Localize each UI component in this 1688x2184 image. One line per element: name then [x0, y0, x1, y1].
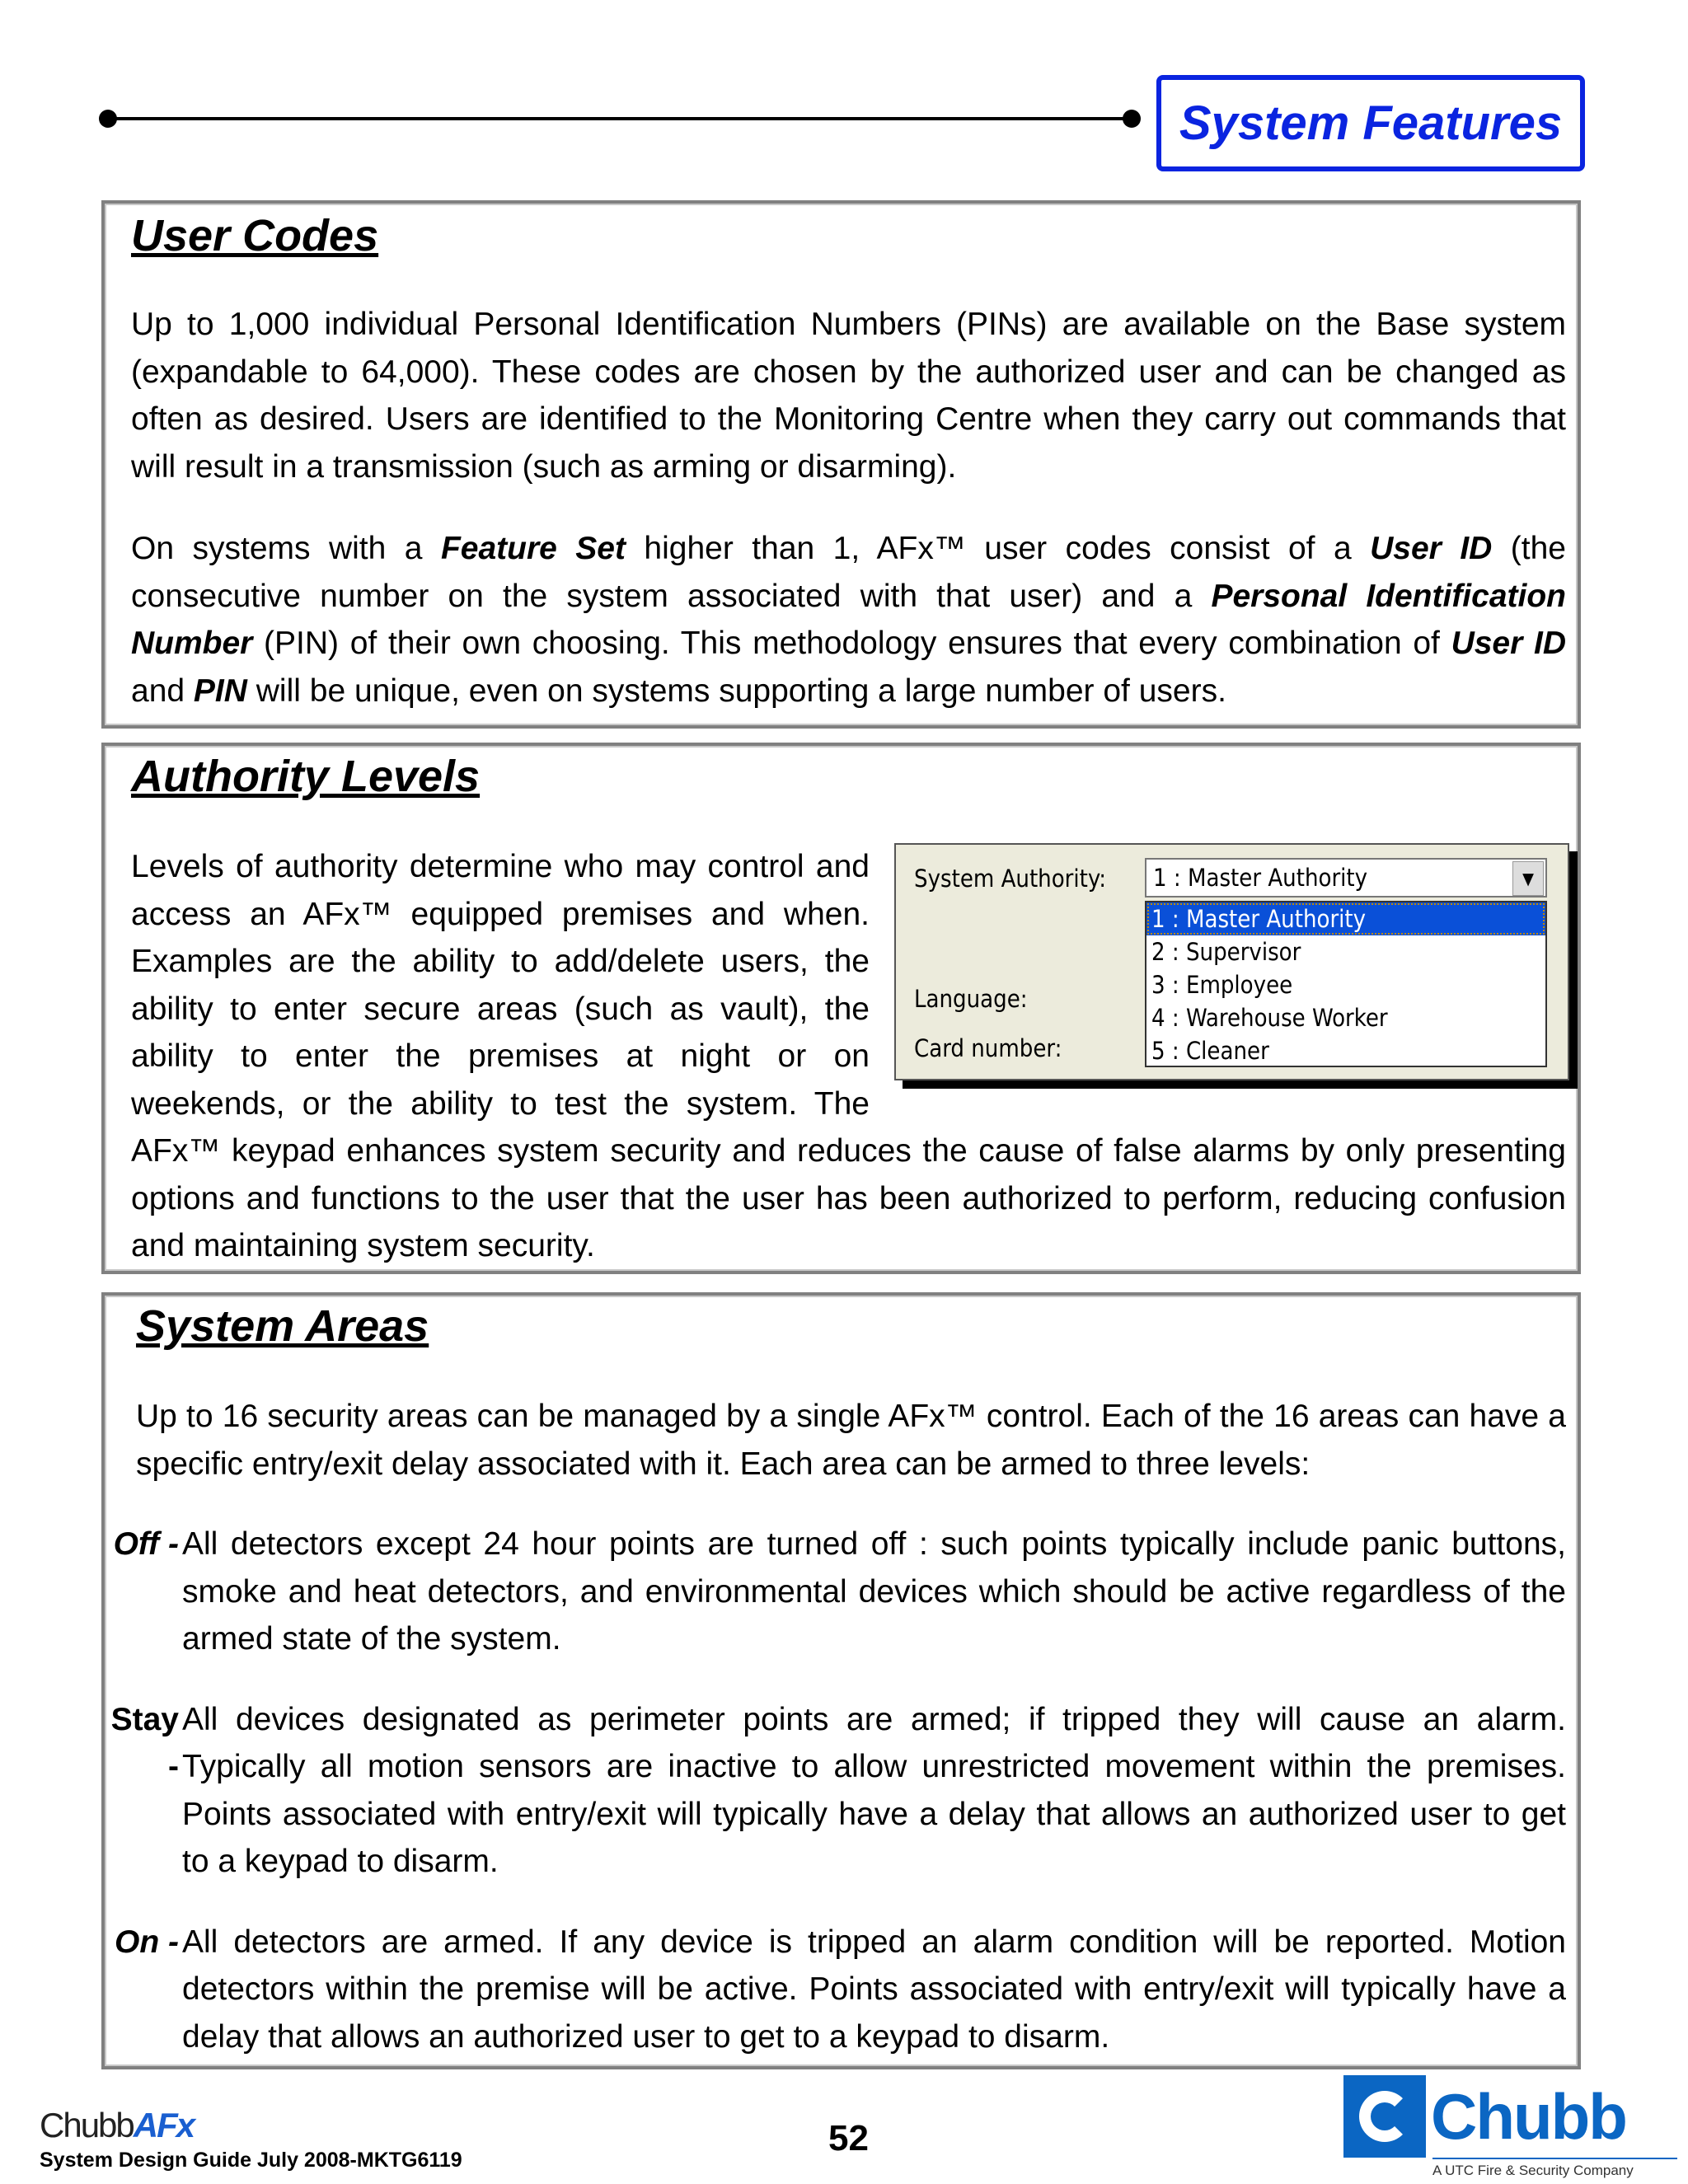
chubb-c-mark [1343, 2075, 1426, 2158]
level-on: On - All detectors are armed. If any device is tripped an alarm condition will be reported. Motion detectors within the premise will be active. Points associated with entry/exit will typically have a delay that allows an authorized user to get to a keypad to disarm. [115, 1924, 1566, 2055]
option-master-authority[interactable]: 1 : Master Authority [1146, 902, 1545, 935]
level-off: Off - All detectors except 24 hour points are turned off : such points typically include panic buttons, smoke and heat detectors, and environmental devices which should be active regardless of the armed state of the system. [113, 1526, 1566, 1657]
areas-intro: Up to 16 security areas can be managed by a single AFx™ control. Each of the 16 areas can have a specific entry/exit delay associated with it. Each area can be armed to three levels: [136, 1399, 1566, 1482]
system-areas-section [101, 1292, 1581, 2069]
user-codes-section [101, 200, 1581, 729]
system-authority-label: System Authority: [914, 865, 1106, 893]
option-cleaner[interactable]: 5 : Cleaner [1151, 1037, 1269, 1065]
authority-options-list[interactable] [1145, 901, 1547, 1067]
authority-dialog [894, 843, 1569, 1080]
authority-levels-section [101, 743, 1581, 1274]
chubb-afx-logo: ChubbAFx [40, 2106, 195, 2144]
user-codes-paragraph-2: On systems with a Feature Set higher than 1, AFx™ user codes consist of a User ID (the consecutive number on the system associated with that user) and a Personal Identification Number (PIN) of their own choosing. This methodology ensures that every combination of User ID and PIN will be unique, even on systems supporting a large number of users. [131, 531, 1566, 709]
option-supervisor[interactable]: 2 : Supervisor [1151, 938, 1301, 966]
section-title: System Features [1179, 96, 1563, 150]
level-stay: Stay - All devices designated as perimeter points are armed; if tripped they will cause an alarm. Typically all motion sensors are inactive to allow unrestricted movement within the premises. Points associated with entry/exit will typically have a delay that allows an authorized user to get to a keypad to disarm. [110, 1701, 1566, 1879]
areas-heading: System Areas [136, 1301, 429, 1351]
chubb-logo: Chubb A UTC Fire & Security Company [1343, 2075, 1677, 2179]
system-authority-select[interactable]: 1 : Master Authority ▼ [1145, 858, 1547, 898]
user-codes-paragraph-1: Up to 1,000 individual Personal Identification Numbers (PINs) are available on the Base system (expandable to 64,000). These codes are chosen by the authorized user and can be changed as often as desired. Users are identified to the Monitoring Centre when they carry out commands that will result in a transmission (such as arming or disarming). [131, 307, 1566, 485]
guide-title: System Design Guide July 2008-MKTG6119 [40, 2149, 462, 2172]
footer-left [40, 2106, 462, 2172]
rule-dot-right [1123, 110, 1141, 128]
card-number-label: Card number: [914, 1034, 1062, 1062]
authority-heading: Authority Levels [131, 752, 481, 801]
option-warehouse-worker[interactable]: 4 : Warehouse Worker [1151, 1004, 1388, 1032]
dropdown-arrow-icon[interactable]: ▼ [1512, 861, 1544, 896]
option-employee[interactable]: 3 : Employee [1151, 971, 1293, 999]
authority-paragraph: Levels of authority determine who may control and access an AFx™ equipped premises and when. Examples are the ability to add/delete users, the ability to enter secure areas (such as vault), the ability to enter the premises at night or on weekends, or the ability to test the system. The AFx™ keypad enhances system security and reduces the cause of false alarms by only presenting options and functions to the user that the user has been authorized to perform, reducing confusion and maintaining system security. [131, 849, 1566, 1263]
section-title-box [1156, 75, 1585, 171]
header-rule [109, 117, 1131, 120]
page-number: 52 [828, 2118, 869, 2158]
language-label: Language: [914, 985, 1028, 1013]
user-codes-heading: User Codes [131, 211, 379, 260]
